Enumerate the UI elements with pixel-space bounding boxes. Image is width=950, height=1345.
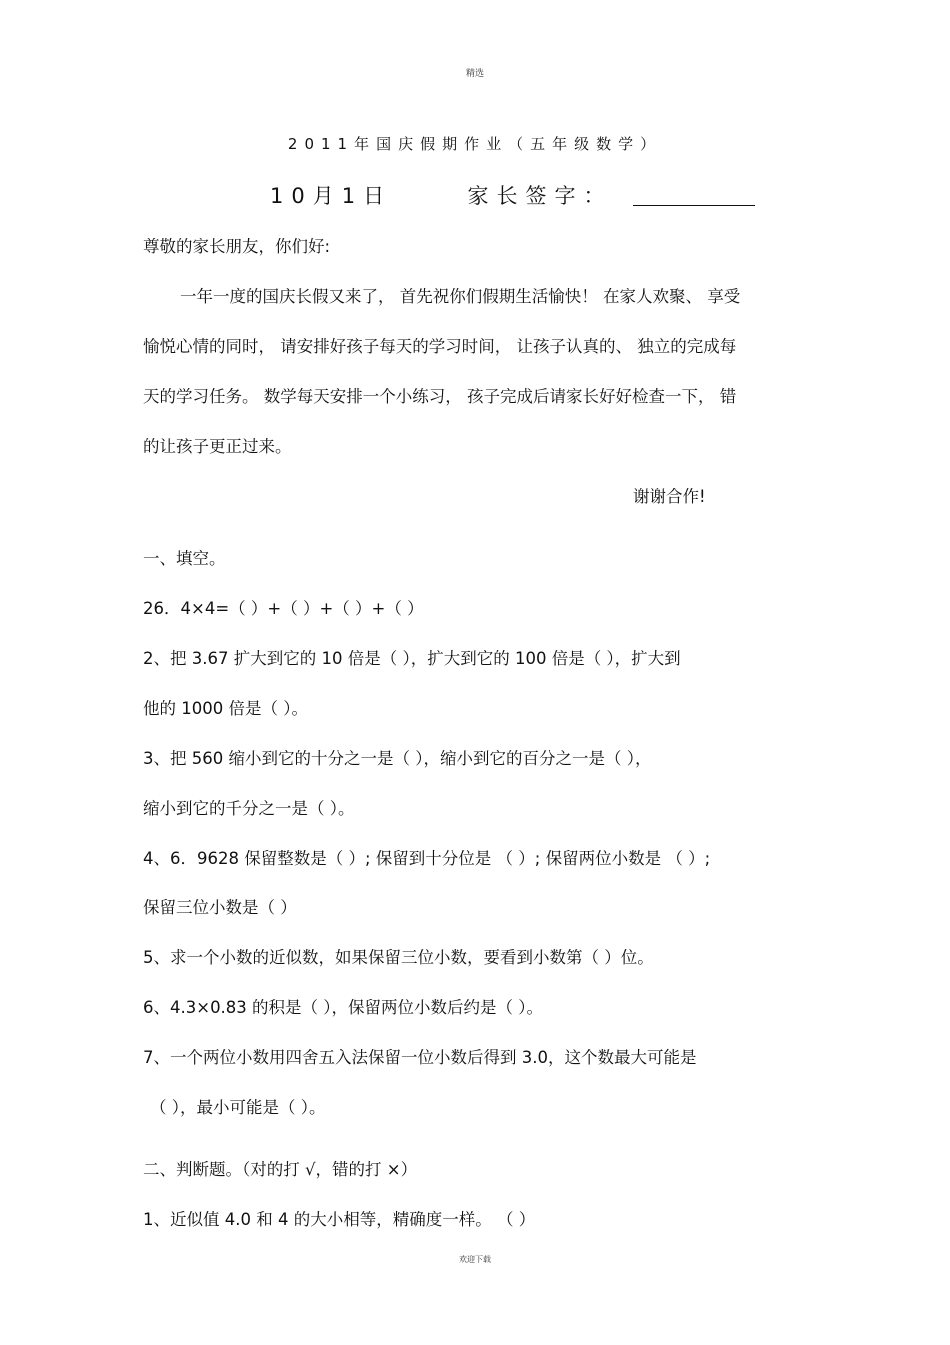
question-1-7-line-2: （ ），最小可能是（ ）。: [150, 1098, 326, 1117]
letter-thanks: 谢谢合作!: [633, 487, 706, 506]
signature-line: [633, 185, 755, 206]
question-1-2-line-1: 2、把 3.67 扩大到它的 10 倍是（ ），扩大到它的 100 倍是（ ），扩大到: [143, 649, 681, 668]
section2-heading: 二、判断题。（对的打 √，错的打 ×）: [143, 1160, 418, 1179]
section1-heading: 一、填空。: [143, 549, 226, 568]
page-header: 精选: [465, 69, 484, 79]
question-1-6: 6、4.3×0.83 的积是（ ），保留两位小数后约是（ ）。: [143, 998, 544, 1017]
question-1-4-line-1: 4、6．9628 保留整数是（ ）; 保留到十分位是 （ ）; 保留两位小数是 （ ）;: [143, 849, 711, 868]
page-footer: 欢迎下载: [459, 1255, 491, 1264]
question-2-1: 1、近似值 4.0 和 4 的大小相等，精确度一样。 （ ）: [143, 1210, 536, 1229]
letter-greeting: 尊敬的家长朋友，你们好:: [143, 237, 331, 256]
letter-paragraph-line-4: 的让孩子更正过来。: [143, 437, 292, 456]
letter-paragraph-line-1: 一年一度的国庆长假又来了， 首先祝你们假期生活愉快！ 在家人欢聚、 享受: [180, 287, 741, 306]
letter-paragraph-line-2: 愉悦心情的同时， 请安排好孩子每天的学习时间， 让孩子认真的、 独立的完成每: [143, 337, 737, 356]
question-1-3-line-2: 缩小到它的千分之一是（ ）。: [143, 799, 355, 818]
parent-signature-label: 家长签字：: [467, 184, 613, 208]
question-1-5: 5、求一个小数的近似数，如果保留三位小数，要看到小数第（ ）位。: [143, 948, 654, 967]
question-1-7-line-1: 7、一个两位小数用四舍五入法保留一位小数后得到 3.0，这个数最大可能是: [143, 1048, 697, 1067]
page-title: 2011年国庆假期作业（五年级数学）: [287, 135, 663, 153]
date-line: [270, 180, 755, 210]
question-1-1: 26．4×4=（ ）+（ ）+（ ）+（ ）: [143, 599, 424, 618]
question-1-3-line-1: 3、把 560 缩小到它的十分之一是（ ），缩小到它的百分之一是（ ），: [143, 749, 652, 768]
date-text: 10月1日: [270, 184, 393, 208]
question-1-2-line-2: 他的 1000 倍是（ ）。: [143, 699, 308, 718]
letter-paragraph-line-3: 天的学习任务。 数学每天安排一个小练习， 孩子完成后请家长好好检查一下， 错: [143, 387, 737, 406]
question-1-4-line-2: 保留三位小数是（ ）: [143, 898, 297, 917]
